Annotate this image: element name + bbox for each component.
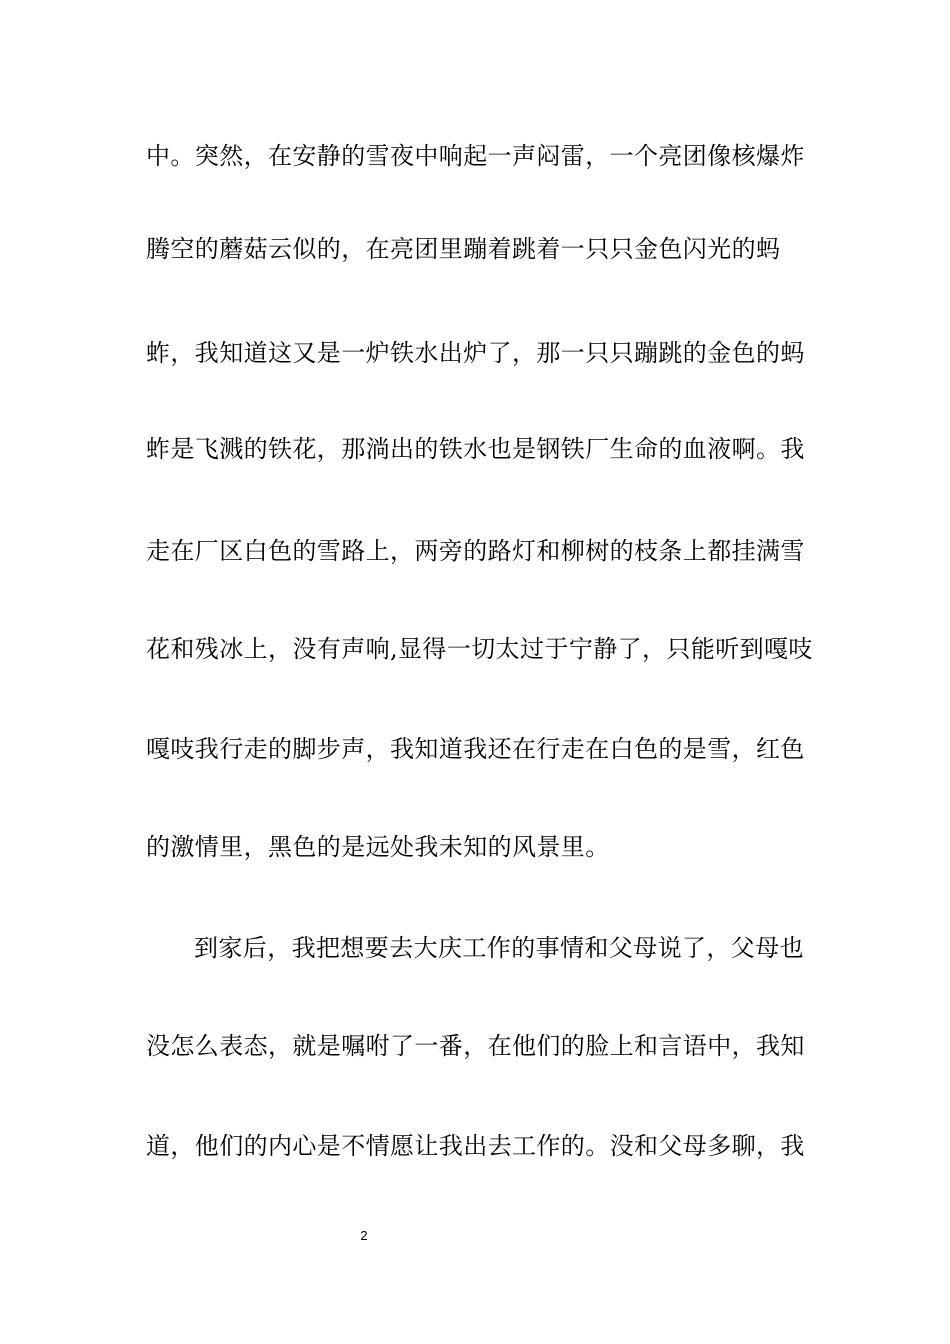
- text-line-2: 腾空的蘑菇云似的，在亮团里蹦着跳着一只只金色闪光的蚂: [146, 235, 781, 263]
- text-line-1: 中。突然，在安静的雪夜中响起一声闷雷，一个亮团像核爆炸: [146, 142, 805, 170]
- text-line-4: 蚱是飞溅的铁花，那淌出的铁水也是钢铁厂生命的血液啊。我: [146, 435, 805, 463]
- text-line-7: 嘎吱我行走的脚步声，我知道我还在行走在白色的是雪，红色: [146, 735, 805, 763]
- text-line-3: 蚱，我知道这又是一炉铁水出炉了，那一只只蹦跳的金色的蚂: [146, 339, 805, 367]
- text-line-6: 花和残冰上，没有声响,显得一切太过于宁静了，只能听到嘎吱: [146, 635, 813, 663]
- paragraph-start-line: 到家后，我把想要去大庆工作的事情和父母说了，父母也: [194, 934, 804, 962]
- text-line-8: 的激情里，黑色的是远处我未知的风景里。: [146, 833, 610, 861]
- text-line-11: 道，他们的内心是不情愿让我出去工作的。没和父母多聊，我: [146, 1132, 805, 1160]
- text-line-10: 没怎么表态，就是嘱咐了一番，在他们的脸上和言语中，我知: [146, 1032, 805, 1060]
- text-line-5: 走在厂区白色的雪路上，两旁的路灯和柳树的枝条上都挂满雪: [146, 537, 805, 565]
- page-number: 2: [360, 1228, 368, 1243]
